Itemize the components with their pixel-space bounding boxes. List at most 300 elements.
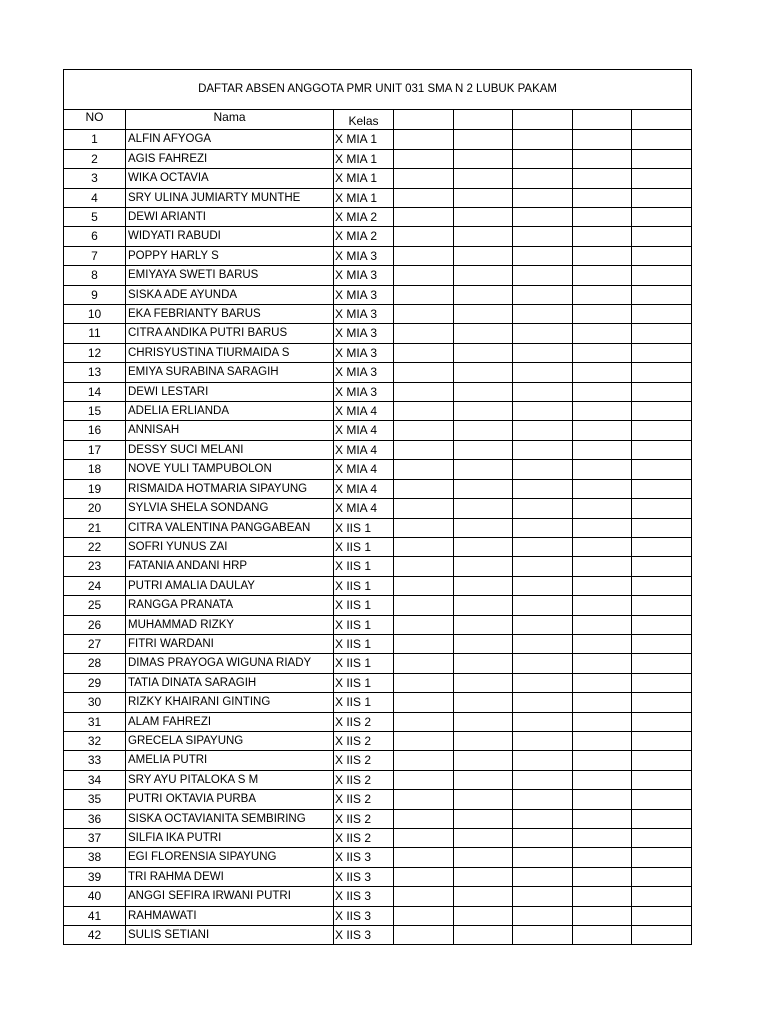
table-row <box>64 693 692 712</box>
attendance-cell <box>632 246 692 265</box>
attendance-cell <box>573 790 632 809</box>
attendance-cell <box>573 305 632 324</box>
attendance-cell <box>454 537 513 556</box>
attendance-cell <box>573 887 632 906</box>
attendance-cell <box>454 557 513 576</box>
member-name: FATANIA ANDANI HRP <box>126 557 334 576</box>
member-class: X MIA 3 <box>334 324 394 343</box>
attendance-cell <box>394 518 454 537</box>
attendance-cell <box>394 363 454 382</box>
table-row <box>64 615 692 634</box>
attendance-cell <box>573 440 632 459</box>
header-blank-cell <box>573 110 632 130</box>
attendance-cell <box>632 440 692 459</box>
attendance-cell <box>394 227 454 246</box>
table-row <box>64 731 692 750</box>
attendance-cell <box>513 576 573 595</box>
member-name: TATIA DINATA SARAGIH <box>126 673 334 692</box>
attendance-cell <box>513 615 573 634</box>
attendance-cell <box>573 266 632 285</box>
attendance-cell <box>454 790 513 809</box>
attendance-cell <box>513 557 573 576</box>
table-row <box>64 421 692 440</box>
member-class: X MIA 1 <box>334 188 394 207</box>
attendance-cell <box>513 906 573 925</box>
attendance-cell <box>632 227 692 246</box>
attendance-cell <box>454 382 513 401</box>
attendance-cell <box>454 246 513 265</box>
row-number: 32 <box>64 731 126 750</box>
attendance-cell <box>513 770 573 789</box>
attendance-cell <box>454 343 513 362</box>
member-class: X MIA 3 <box>334 382 394 401</box>
attendance-cell <box>454 479 513 498</box>
attendance-cell <box>513 673 573 692</box>
attendance-cell <box>632 499 692 518</box>
attendance-cell <box>454 751 513 770</box>
attendance-cell <box>632 751 692 770</box>
attendance-cell <box>513 693 573 712</box>
attendance-cell <box>632 576 692 595</box>
attendance-cell <box>632 615 692 634</box>
attendance-cell <box>394 557 454 576</box>
attendance-cell <box>394 208 454 227</box>
attendance-cell <box>573 557 632 576</box>
member-class: X IIS 1 <box>334 576 394 595</box>
attendance-cell <box>632 557 692 576</box>
attendance-cell <box>454 926 513 945</box>
attendance-cell <box>632 421 692 440</box>
member-class: X IIS 1 <box>334 634 394 653</box>
member-name: MUHAMMAD RIZKY <box>126 615 334 634</box>
table-row <box>64 712 692 731</box>
attendance-cell <box>632 770 692 789</box>
attendance-cell <box>632 285 692 304</box>
attendance-cell <box>454 324 513 343</box>
attendance-cell <box>394 402 454 421</box>
member-class: X IIS 2 <box>334 731 394 750</box>
member-class: X IIS 2 <box>334 770 394 789</box>
attendance-cell <box>454 402 513 421</box>
row-number: 9 <box>64 285 126 304</box>
row-number: 14 <box>64 382 126 401</box>
member-class: X MIA 4 <box>334 440 394 459</box>
attendance-cell <box>573 363 632 382</box>
attendance-cell <box>394 266 454 285</box>
row-number: 6 <box>64 227 126 246</box>
table-row <box>64 208 692 227</box>
attendance-cell <box>573 634 632 653</box>
member-class: X IIS 3 <box>334 848 394 867</box>
attendance-cell <box>573 848 632 867</box>
attendance-cell <box>394 867 454 886</box>
row-number: 10 <box>64 305 126 324</box>
attendance-cell <box>394 829 454 848</box>
attendance-cell <box>632 829 692 848</box>
attendance-cell <box>513 130 573 149</box>
attendance-cell <box>632 188 692 207</box>
attendance-cell <box>513 537 573 556</box>
attendance-cell <box>394 751 454 770</box>
table-row <box>64 149 692 168</box>
table-row <box>64 634 692 653</box>
row-number: 33 <box>64 751 126 770</box>
attendance-cell <box>573 673 632 692</box>
attendance-cell <box>513 654 573 673</box>
table-row <box>64 130 692 149</box>
attendance-cell <box>632 324 692 343</box>
member-class: X MIA 1 <box>334 169 394 188</box>
member-name: AGIS FAHREZI <box>126 149 334 168</box>
attendance-cell <box>513 208 573 227</box>
attendance-cell <box>454 188 513 207</box>
member-class: X IIS 1 <box>334 673 394 692</box>
attendance-cell <box>632 343 692 362</box>
attendance-cell <box>632 712 692 731</box>
member-class: X MIA 4 <box>334 402 394 421</box>
attendance-cell <box>513 402 573 421</box>
attendance-cell <box>632 790 692 809</box>
attendance-cell <box>632 382 692 401</box>
table-row <box>64 576 692 595</box>
attendance-cell <box>573 654 632 673</box>
attendance-cell <box>454 576 513 595</box>
member-name: CITRA VALENTINA PANGGABEAN <box>126 518 334 537</box>
member-name: SILFIA IKA PUTRI <box>126 829 334 848</box>
attendance-cell <box>632 518 692 537</box>
member-class: X MIA 3 <box>334 246 394 265</box>
member-name: EGI FLORENSIA SIPAYUNG <box>126 848 334 867</box>
member-name: ANGGI SEFIRA IRWANI PUTRI <box>126 887 334 906</box>
row-number: 40 <box>64 887 126 906</box>
attendance-cell <box>573 576 632 595</box>
attendance-cell <box>632 537 692 556</box>
row-number: 7 <box>64 246 126 265</box>
table-row <box>64 770 692 789</box>
attendance-cell <box>573 149 632 168</box>
attendance-cell <box>454 169 513 188</box>
attendance-cell <box>513 829 573 848</box>
attendance-cell <box>513 848 573 867</box>
row-number: 16 <box>64 421 126 440</box>
member-name: EMIYA SURABINA SARAGIH <box>126 363 334 382</box>
attendance-cell <box>394 537 454 556</box>
attendance-cell <box>454 867 513 886</box>
attendance-cell <box>394 770 454 789</box>
attendance-cell <box>454 305 513 324</box>
attendance-cell <box>573 246 632 265</box>
table-row <box>64 343 692 362</box>
attendance-cell <box>394 654 454 673</box>
member-name: RAHMAWATI <box>126 906 334 925</box>
attendance-cell <box>454 634 513 653</box>
row-number: 38 <box>64 848 126 867</box>
attendance-cell <box>394 809 454 828</box>
attendance-cell <box>513 790 573 809</box>
row-number: 42 <box>64 926 126 945</box>
table-row <box>64 305 692 324</box>
attendance-cell <box>632 634 692 653</box>
header-name: Nama <box>126 110 334 130</box>
attendance-cell <box>513 751 573 770</box>
member-name: WIDYATI RABUDI <box>126 227 334 246</box>
attendance-cell <box>513 518 573 537</box>
attendance-cell <box>454 906 513 925</box>
attendance-cell <box>632 363 692 382</box>
attendance-cell <box>394 887 454 906</box>
attendance-cell <box>394 615 454 634</box>
table-row <box>64 790 692 809</box>
header-blank-cell <box>513 110 573 130</box>
attendance-cell <box>513 712 573 731</box>
member-class: X IIS 1 <box>334 693 394 712</box>
table-row <box>64 848 692 867</box>
member-name: CHRISYUSTINA TIURMAIDA S <box>126 343 334 362</box>
table-row <box>64 829 692 848</box>
header-row <box>64 110 692 130</box>
attendance-cell <box>632 693 692 712</box>
attendance-cell <box>513 285 573 304</box>
row-number: 17 <box>64 440 126 459</box>
row-number: 35 <box>64 790 126 809</box>
attendance-cell <box>394 790 454 809</box>
member-name: AMELIA PUTRI <box>126 751 334 770</box>
attendance-cell <box>513 479 573 498</box>
member-class: X MIA 3 <box>334 343 394 362</box>
table-row <box>64 887 692 906</box>
member-name: SRY AYU PITALOKA S M <box>126 770 334 789</box>
attendance-cell <box>573 867 632 886</box>
row-number: 24 <box>64 576 126 595</box>
member-class: X MIA 4 <box>334 421 394 440</box>
header-kelas: Kelas <box>334 110 394 130</box>
sheet-title: DAFTAR ABSEN ANGGOTA PMR UNIT 031 SMA N 2 LUBUK PAKAM <box>64 70 692 110</box>
attendance-cell <box>573 537 632 556</box>
attendance-cell <box>394 460 454 479</box>
table-row <box>64 246 692 265</box>
attendance-cell <box>632 479 692 498</box>
member-class: X IIS 3 <box>334 887 394 906</box>
member-name: NOVE YULI TAMPUBOLON <box>126 460 334 479</box>
member-class: X IIS 3 <box>334 906 394 925</box>
attendance-cell <box>513 227 573 246</box>
attendance-cell <box>394 479 454 498</box>
member-class: X MIA 3 <box>334 285 394 304</box>
attendance-cell <box>513 149 573 168</box>
table-row <box>64 926 692 945</box>
member-class: X MIA 4 <box>334 499 394 518</box>
table-row <box>64 499 692 518</box>
header-no: NO <box>64 110 126 130</box>
attendance-cell <box>573 926 632 945</box>
attendance-cell <box>632 731 692 750</box>
row-number: 37 <box>64 829 126 848</box>
attendance-cell <box>454 440 513 459</box>
member-name: EKA FEBRIANTY BARUS <box>126 305 334 324</box>
attendance-cell <box>513 266 573 285</box>
header-blank-cell <box>454 110 513 130</box>
member-name: DESSY SUCI MELANI <box>126 440 334 459</box>
member-class: X MIA 1 <box>334 149 394 168</box>
row-number: 11 <box>64 324 126 343</box>
table-row <box>64 673 692 692</box>
row-number: 31 <box>64 712 126 731</box>
table-row <box>64 169 692 188</box>
attendance-cell <box>394 712 454 731</box>
attendance-cell <box>573 421 632 440</box>
attendance-cell <box>454 712 513 731</box>
member-class: X IIS 2 <box>334 809 394 828</box>
attendance-cell <box>513 324 573 343</box>
member-name: DEWI ARIANTI <box>126 208 334 227</box>
attendance-cell <box>394 731 454 750</box>
attendance-cell <box>632 169 692 188</box>
table-row <box>64 537 692 556</box>
attendance-cell <box>394 576 454 595</box>
attendance-cell <box>573 479 632 498</box>
member-class: X MIA 1 <box>334 130 394 149</box>
attendance-cell <box>454 518 513 537</box>
attendance-cell <box>454 227 513 246</box>
row-number: 36 <box>64 809 126 828</box>
member-name: DIMAS PRAYOGA WIGUNA RIADY <box>126 654 334 673</box>
attendance-cell <box>573 208 632 227</box>
attendance-cell <box>632 887 692 906</box>
member-name: ALAM FAHREZI <box>126 712 334 731</box>
attendance-cell <box>394 324 454 343</box>
attendance-cell <box>513 363 573 382</box>
attendance-cell <box>632 402 692 421</box>
attendance-cell <box>573 693 632 712</box>
member-class: X MIA 4 <box>334 479 394 498</box>
header-blank-cell <box>632 110 692 130</box>
row-number: 25 <box>64 596 126 615</box>
attendance-cell <box>632 596 692 615</box>
table-body <box>64 130 692 945</box>
attendance-cell <box>632 654 692 673</box>
member-name: FITRI WARDANI <box>126 634 334 653</box>
row-number: 27 <box>64 634 126 653</box>
member-name: SOFRI YUNUS ZAI <box>126 537 334 556</box>
attendance-cell <box>394 285 454 304</box>
row-number: 5 <box>64 208 126 227</box>
member-name: SISKA ADE AYUNDA <box>126 285 334 304</box>
attendance-cell <box>632 460 692 479</box>
attendance-cell <box>454 887 513 906</box>
attendance-cell <box>513 440 573 459</box>
attendance-cell <box>513 499 573 518</box>
member-name: RISMAIDA HOTMARIA SIPAYUNG <box>126 479 334 498</box>
attendance-cell <box>454 285 513 304</box>
attendance-cell <box>513 382 573 401</box>
member-name: PUTRI OKTAVIA PURBA <box>126 790 334 809</box>
table-row <box>64 402 692 421</box>
attendance-cell <box>513 343 573 362</box>
member-class: X IIS 1 <box>334 615 394 634</box>
member-name: TRI RAHMA DEWI <box>126 867 334 886</box>
attendance-cell <box>573 285 632 304</box>
attendance-cell <box>394 169 454 188</box>
table-row <box>64 479 692 498</box>
attendance-cell <box>513 421 573 440</box>
attendance-cell <box>573 712 632 731</box>
attendance-cell <box>573 130 632 149</box>
member-name: RANGGA PRANATA <box>126 596 334 615</box>
table-row <box>64 188 692 207</box>
row-number: 20 <box>64 499 126 518</box>
row-number: 28 <box>64 654 126 673</box>
member-class: X IIS 3 <box>334 926 394 945</box>
member-class: X IIS 2 <box>334 751 394 770</box>
member-name: CITRA ANDIKA PUTRI BARUS <box>126 324 334 343</box>
attendance-cell <box>454 693 513 712</box>
attendance-cell <box>454 848 513 867</box>
member-class: X IIS 2 <box>334 829 394 848</box>
attendance-table <box>63 69 692 945</box>
member-class: X MIA 2 <box>334 208 394 227</box>
attendance-cell <box>454 770 513 789</box>
member-name: SYLVIA SHELA SONDANG <box>126 499 334 518</box>
row-number: 13 <box>64 363 126 382</box>
table-row <box>64 518 692 537</box>
member-class: X MIA 4 <box>334 460 394 479</box>
table-row <box>64 460 692 479</box>
attendance-cell <box>573 169 632 188</box>
table-row <box>64 809 692 828</box>
attendance-cell <box>573 343 632 362</box>
row-number: 3 <box>64 169 126 188</box>
member-name: SULIS SETIANI <box>126 926 334 945</box>
table-row <box>64 654 692 673</box>
attendance-cell <box>394 440 454 459</box>
row-number: 34 <box>64 770 126 789</box>
attendance-cell <box>632 266 692 285</box>
attendance-cell <box>513 169 573 188</box>
attendance-cell <box>573 596 632 615</box>
attendance-cell <box>573 499 632 518</box>
attendance-cell <box>394 421 454 440</box>
member-class: X MIA 3 <box>334 266 394 285</box>
member-class: X IIS 2 <box>334 712 394 731</box>
member-name: ADELIA ERLIANDA <box>126 402 334 421</box>
attendance-cell <box>632 673 692 692</box>
attendance-cell <box>454 421 513 440</box>
attendance-cell <box>394 848 454 867</box>
attendance-cell <box>513 887 573 906</box>
attendance-cell <box>454 673 513 692</box>
attendance-cell <box>573 324 632 343</box>
row-number: 2 <box>64 149 126 168</box>
member-class: X IIS 1 <box>334 518 394 537</box>
attendance-cell <box>513 596 573 615</box>
attendance-cell <box>573 809 632 828</box>
attendance-cell <box>454 499 513 518</box>
attendance-cell <box>573 829 632 848</box>
row-number: 30 <box>64 693 126 712</box>
attendance-cell <box>454 149 513 168</box>
member-name: PUTRI AMALIA DAULAY <box>126 576 334 595</box>
row-number: 22 <box>64 537 126 556</box>
member-name: DEWI LESTARI <box>126 382 334 401</box>
member-name: WIKA OCTAVIA <box>126 169 334 188</box>
attendance-cell <box>394 188 454 207</box>
table-row <box>64 906 692 925</box>
member-name: EMIYAYA SWETI BARUS <box>126 266 334 285</box>
row-number: 15 <box>64 402 126 421</box>
attendance-cell <box>632 809 692 828</box>
attendance-cell <box>513 867 573 886</box>
attendance-cell <box>394 499 454 518</box>
